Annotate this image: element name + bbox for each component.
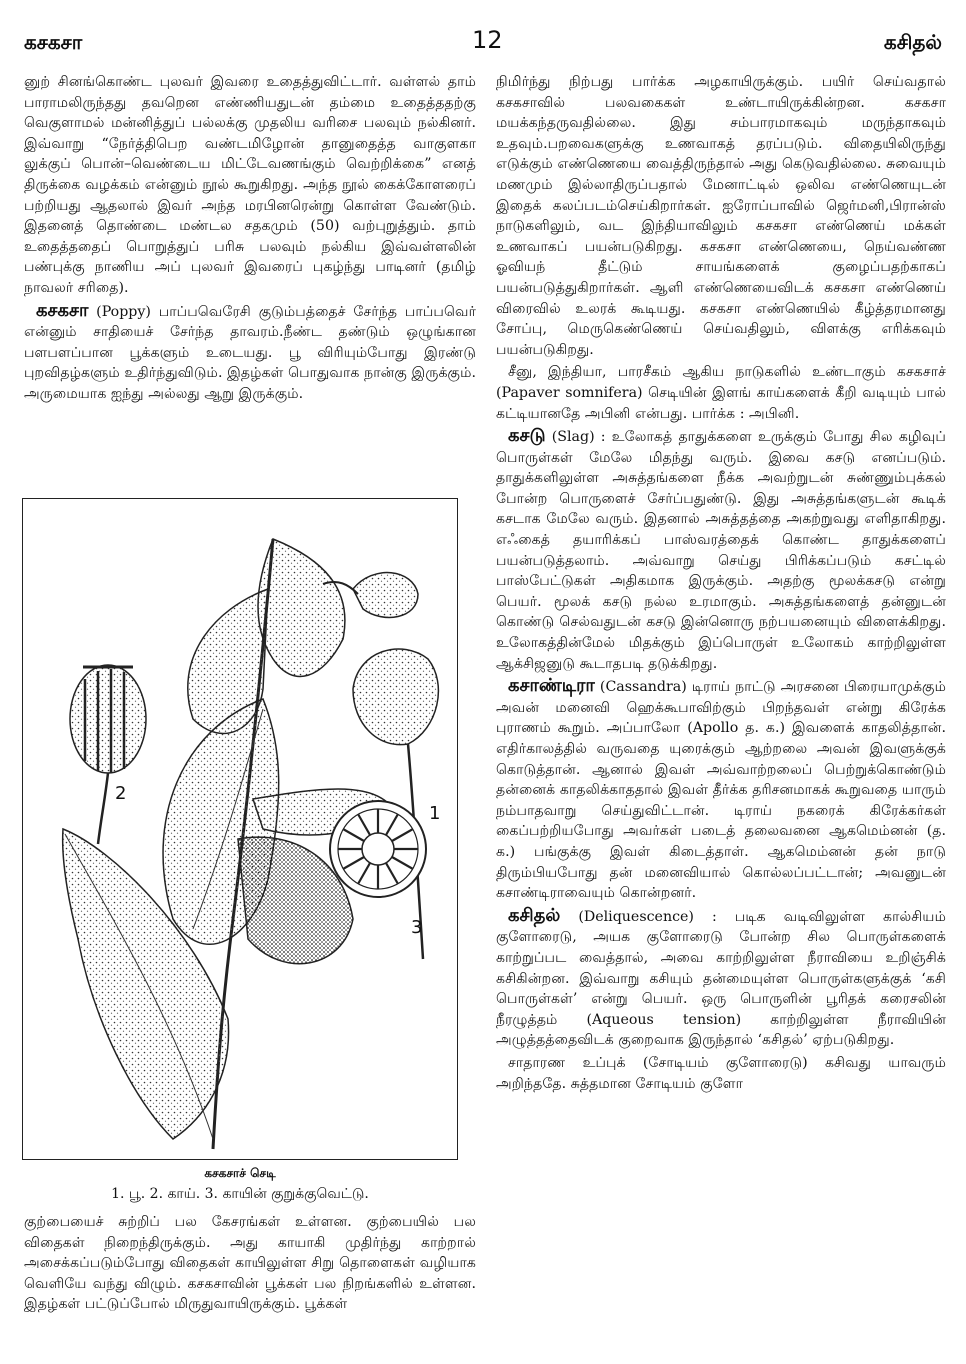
- entry-heading-cassandra: கசாண்டிரா: [508, 675, 595, 697]
- entry-english-cassandra: (Cassandra): [599, 679, 687, 696]
- page-number: 12: [472, 26, 503, 54]
- capsule: [70, 665, 146, 773]
- page-header: [0, 0, 966, 60]
- entry-heading-slag: கசடு: [508, 425, 546, 447]
- bud: [353, 573, 418, 618]
- left-column-bottom: [24, 1212, 476, 1315]
- running-head-left: கசகசா: [24, 30, 83, 54]
- entry-heading-deliquescence: கசிதல்: [508, 904, 561, 926]
- figure-label-2: 2: [115, 783, 127, 804]
- leaf-upper: [258, 539, 345, 676]
- entry-english-deliquescence: (Deliquescence) :: [578, 908, 717, 925]
- left-column: [24, 72, 476, 407]
- figure-legend: 1. பூ. 2. காய். 3. காயின் குறுக்குவெட்டு.: [111, 1186, 369, 1202]
- right-column: [496, 72, 946, 1096]
- poppy-illustration: [22, 498, 458, 1160]
- poppy-drawing-svg: [23, 499, 457, 1159]
- figure-label-3: 3: [411, 917, 423, 938]
- entry-english-poppy: (Poppy): [96, 303, 151, 320]
- figure-label-1: 1: [429, 803, 441, 824]
- entry-slag: [496, 426, 946, 674]
- paragraph-continued: னுற் சினங்கொண்ட புலவர் இவரை உதைத்துவிட்டார். வள்ளல் தாம் பாராமலிருந்தது தவறென எண்ணியதுடன் தம்மை உதைத்ததற்கு வெகுளாமல் மன்னித்துப் பல்லக்கு முதலிய வரிசை பலவும் நல்கினர். இவ்வாறு “நேர்த்திபெற வண்டமிழோன் தானுதைத்த வாகுளகா லுக்குப் பொன்–வெண்டைய மிட்டேவணங்கும் வெற்றிக்கை” எனத் திருக்கை வழக்கம் என்னும் நூல் கூறுகிறது. அந்த நூல் கைக்கோளரைப் பற்றியது ஆதலால் இவர் அந்த மரபினரென்று கொள்ள வேண்டும். இதனைத் தொண்டை மண்டல சதகமும் (50) வற்புறுத்தும். தாம் உதைத்ததைப் பொறுத்துப் பரிசு பலவும் நல்கிய இவ்வள்ளலின் பண்புக்கு நாணிய அப் புலவர் இவரைப் புகழ்ந்து பாடினர் (தமிழ் நாவலர் சரிதை).: [24, 74, 476, 296]
- paragraph-opium: சீனு, இந்தியா, பாரசீகம் ஆகிய நாடுகளில் உண்டாகும் கசகசாச் (Papaver somnifera) செடியின் இளங் காய்களைக் கீறி வடியும் பால் கட்டியானதே அபினி என்பது. பார்க்க : அபினி.: [496, 364, 946, 422]
- entry-deliquescence: [496, 906, 946, 1051]
- paragraph-poppy-continued: குற்பையைச் சுற்றிப் பல கேசரங்கள் உள்ளன. குற்பையில் பல விதைகள் நிறைந்திருக்கும். அது காயாகி முதிர்ந்து காற்றால் அசைக்கப்படும்போது விதைகள் காயிலுள்ள சிறு தொளைகள் வழியாக வெளியே வந்து விழும். கசகசாவின் பூக்கள் பல நிறங்களில் உள்ளன. இதழ்கள் பட்டுப்போல் மிருதுவாயிருக்கும். பூக்கள்: [24, 1214, 476, 1313]
- entry-body-deliquescence: படிக வடிவிலுள்ள கால்சியம் குளோரைடு, அயக குளோரைடு போன்ற சில பொருள்களைக் காற்றுப்பட வைத்தால், அவை காற்றிலுள்ள நீராவியை உறிஞ்சிக் கசிகின்றன. இவ்வாறு கசியும் தன்மையுள்ள பொருள்களுக்குக் ‘கசி பொருள்கள்’ என்று பெயர். ஒரு பொருளின் பூரிதக் கரைசலின் நீரழுத்தம் (Aqueous tension) காற்றிலுள்ள நீராவியின் அழுத்தத்தைவிடக் குறைவாக இருந்தால் ‘கசிதல்’ ஏற்படுகிறது.: [496, 908, 947, 1049]
- entry-english-slag: (Slag) :: [551, 429, 606, 446]
- running-head-right: கசிதல்: [883, 30, 942, 54]
- entry-heading-poppy: கசகசா: [36, 299, 89, 321]
- capsule-cross-section: [330, 801, 426, 897]
- entry-body-cassandra: டிராய் நாட்டு அரசனை பிரையாமுக்கும் அவன் மனைவி ஹெக்கூபாவிற்கும் பிறந்தவள் என்று கிரேக்க புராணம் கூறும். அப்பாலோ (Apollo த. க.) இவளைக் காதலித்தான். எதிர்காலத்தில் வருவதை யுரைக்கும் ஆற்றலை அவன் இவளுக்குக் கொடுத்தான். ஆனால் இவள் அவ்வாற்றலைப் பெற்றுக்கொண்டும் தன்னைக் காதலிக்காததால் இவள் தீர்க்க தரிசனமாகக் கூறுவதை யாரும் நம்பாதவாறு செய்துவிட்டான். டிராய் நகரைக் கிரேக்கர்கள் கைப்பற்றியபோது அவர்கள் படைத் தலைவனை ஆகமெம்னன் (த. க.) பங்குக்கு இவள் கிடைத்தாள். ஆகமெம்னன் தன் நாடு திரும்பியபோது தன் மனைவியால் கொல்லப்பட்டான்; அவனுடன் கசாண்டிராவையும் கொன்றனர்.: [496, 679, 946, 902]
- paragraph-poppy-uses: நிமிர்ந்து நிற்பது பார்க்க அழகாயிருக்கும். பயிர் செய்வதால் கசகசாவில் பலவகைகள் உண்டாயிருக்கின்றன. கசகசா மயக்கந்தருவதில்லை. இது சம்பாரமாகவும் மருந்தாகவும் உதவும்.பறவைகளுக்கு உணவாகத் தரப்படும். விதையிலிருந்து எடுக்கும் எண்ணெயை வைத்திருந்தால் அது கெடுவதில்லை. சுவையும் மணமும் இல்லாதிருப்பதால் மேனாட்டில் ஒலிவ எண்ணெயுடன் இதைக் கலப்படம்செய்கிறார்கள். ஐரோப்பாவில் ஜெர்மனி,பிரான்ஸ் நாடுகளிலும், வட இந்தியாவிலும் கசகசா எண்ணெய் மக்கள் உணவாகப் பயன்படுகிறது. கசகசா எண்ணெயை, நெய்வண்ண ஓவியந் தீட்டும் சாயங்களைக் குழைப்பதற்காகப் பயன்படுத்துகிறார்கள். ஆளி எண்ணெயைவிடக் கசகசா எண்ணெய் விரைவில் உலரக் கூடியது. கசகசா எண்ணெயில் கீழ்த்தரமானது சோப்பு, மெருகெண்ணெய் செய்வதிலும், விளக்கு எரிக்கவும் பயன்படுகிறது.: [496, 74, 946, 358]
- entry-poppy: [24, 301, 476, 405]
- flower: [353, 649, 438, 745]
- entry-body-slag: உலோகத் தாதுக்களை உருக்கும் போது சில கழிவுப் பொருள்கள் மேலே மிதந்து வரும். இவை கசடு எனப்படும். தாதுக்களிலுள்ள அசுத்தங்களை நீக்க அவற்றுடன் சுண்ணும்புக்கல் போன்ற பொருளைச் சேர்ப்பதுண்டு. இது அசுத்தங்களுடன் கூடிக் கசடாக மேலே வரும். இதனால் அசுத்தத்தை அகற்றுவது எளிதாகிறது. எஃகைத் தயாரிக்கப் பாஸ்வரத்தைக் கொண்ட தாதுக்களைப் பயன்படுத்தலாம். அவ்வாறு செய்து பிரிக்கப்படும் கசட்டில் பாஸ்பேட்டுகள் அதிகமாக இருக்கும். அதற்கு மூலக்கசடு என்று பெயர். மூலக் கசடு நல்ல உரமாகும். அசுத்தங்களைத் தன்னுடன் கொண்டு செல்வதுடன் கசடு இன்னொரு நற்பயனையும் விளைக்கிறது. உலோகத்தின்மேல் மிதக்கும் இப்பொருள் உலோகம் காற்றிலுள்ள ஆக்சிஜனுடு கூடாதபடி தடுக்கிறது.: [496, 429, 946, 672]
- paragraph-common-salt: சாதாரண உப்புக் (சோடியம் குளோரைடு) கசிவது யாவரும் அறிந்ததே. சுத்தமான சோடியம் குளோ: [496, 1054, 946, 1092]
- entry-body-poppy: பாப்பவெரேசி குடும்பத்தைச் சேர்ந்த பாப்பவெர் என்னும் சாதியைச் சேர்ந்த தாவரம்.நீண்ட தண்டும் ஒழுங்கான பளபளப்பான பூக்களும் உடையது. பூ விரியும்போது இரண்டு புறவிதழ்களும் உதிர்ந்துவிடும். இதழ்கள் பொதுவாக நான்கு இருக்கும். அருமையாக ஐந்து அல்லது ஆறு இருக்கும்.: [24, 303, 476, 402]
- figure-caption: கசகசாச் செடி: [204, 1166, 276, 1180]
- entry-cassandra: [496, 676, 946, 904]
